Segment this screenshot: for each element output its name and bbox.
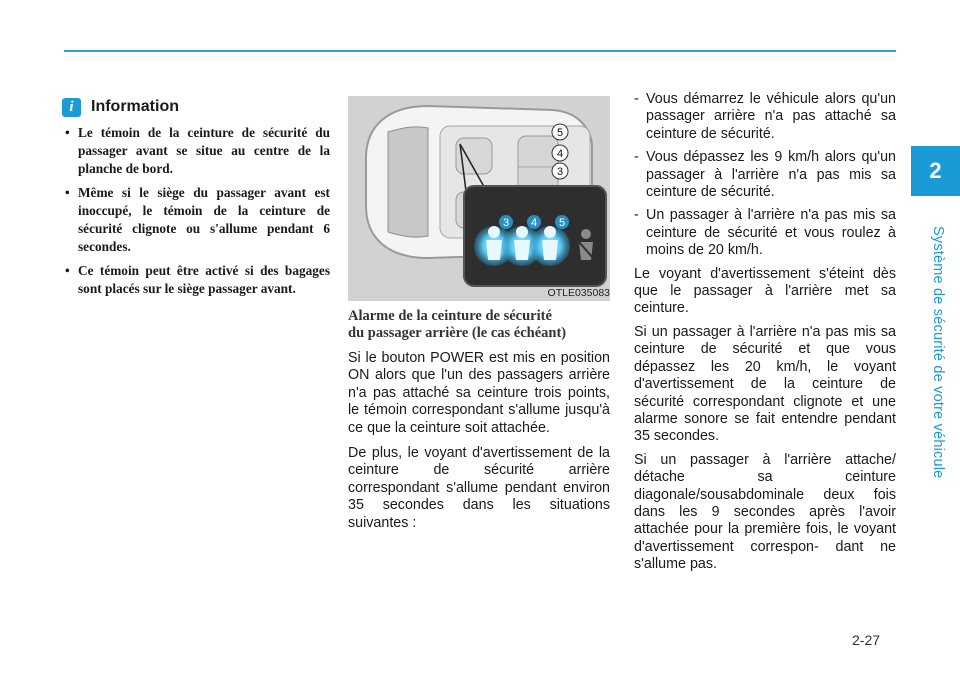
conditions-list <box>634 91 896 260</box>
section-title-line-2: du passager arrière (le cas échéant) <box>348 325 567 341</box>
list-item: - Vous démarrez le véhicule alors qu'un passager arrière n'a pas attaché sa ceinture de sécurité. <box>634 91 896 143</box>
section-title <box>348 308 610 342</box>
seatbelt-warning-icon <box>579 229 593 260</box>
svg-text:4: 4 <box>530 217 538 229</box>
svg-text:4: 4 <box>556 148 564 160</box>
figure-code: OTLE035083 <box>547 287 610 299</box>
svg-text:3: 3 <box>502 217 510 229</box>
paragraph: Si un passager à l'arrière n'a pas mis sa ceinture de sécurité et que vous dépassez les 20 km/h, le voyant d'avertissement de la ceinture de sécurité correspondant clignote et une alarme sonore se fait entendre pendant 35 secondes. <box>634 323 896 445</box>
chapter-tab <box>911 146 960 196</box>
list-item: - Vous dépassez les 9 km/h alors qu'un passager à l'arrière n'a pas mis sa ceinture de sécurité. <box>634 149 896 201</box>
paragraph: Le voyant d'avertissement s'éteint dès que le passager à l'arrière met sa ceinture. <box>634 265 896 317</box>
page-number: 2-27 <box>852 632 881 648</box>
svg-text:5: 5 <box>556 127 564 139</box>
chapter-title: Système de sécurité de votre véhicule <box>930 226 946 479</box>
seatbelt-figure <box>348 96 610 301</box>
svg-text:5: 5 <box>558 217 566 229</box>
information-header <box>62 96 330 118</box>
rear-seatbelt-indicator-panel <box>464 186 606 286</box>
seat-callout-3 <box>552 163 568 179</box>
section-title-line-1: Alarme de la ceinture de sécurité <box>348 308 552 324</box>
list-item: - Un passager à l'arrière n'a pas mis sa ceinture de sécurité et vous roulez à moins de 20 km/h. <box>634 207 896 259</box>
svg-text:3: 3 <box>556 166 564 178</box>
list-item: • Le témoin de la ceinture de sécurité du passager avant se situe au centre de la planche de bord. <box>62 124 330 178</box>
information-list <box>62 124 330 298</box>
rear-seatbelt-section <box>348 308 610 540</box>
paragraph: Si un passager à l'arrière attache/ détache sa ceinture diagonale/sousabdominale deux fois dans les 9 secondes après l'avoir attachée pour la première fois, le voyant d'avertissement correspon- dant ne s'allume pas. <box>634 451 896 573</box>
continued-text-column <box>634 91 896 580</box>
car-seatbelt-illustration <box>348 96 610 301</box>
list-item: • Ce témoin peut être activé si des bagages sont placés sur le siège passager avant. <box>62 262 330 298</box>
header-rule <box>64 50 896 52</box>
chapter-number: 2 <box>929 158 942 183</box>
information-title: Information <box>91 98 179 115</box>
paragraph: Si le bouton POWER est mis en position ON alors que l'un des passagers arrière n'a pas attaché sa ceinture trois points, le témoin correspondant s'allume jusqu'à ce que la ceinture soit attachée. <box>348 350 610 436</box>
seat-callout-4 <box>552 145 568 161</box>
information-box <box>62 96 330 304</box>
list-item: • Même si le siège du passager avant est inoccupé, le témoin de la ceinture de sécurité clignote ou s'allume pendant 6 secondes. <box>62 184 330 256</box>
paragraph: De plus, le voyant d'avertissement de la ceinture de sécurité arrière correspondant s'allume pendant environ 35 secondes dans les situations suivantes : <box>348 445 610 531</box>
info-icon: i <box>62 98 81 117</box>
seat-callout-5 <box>552 124 568 140</box>
